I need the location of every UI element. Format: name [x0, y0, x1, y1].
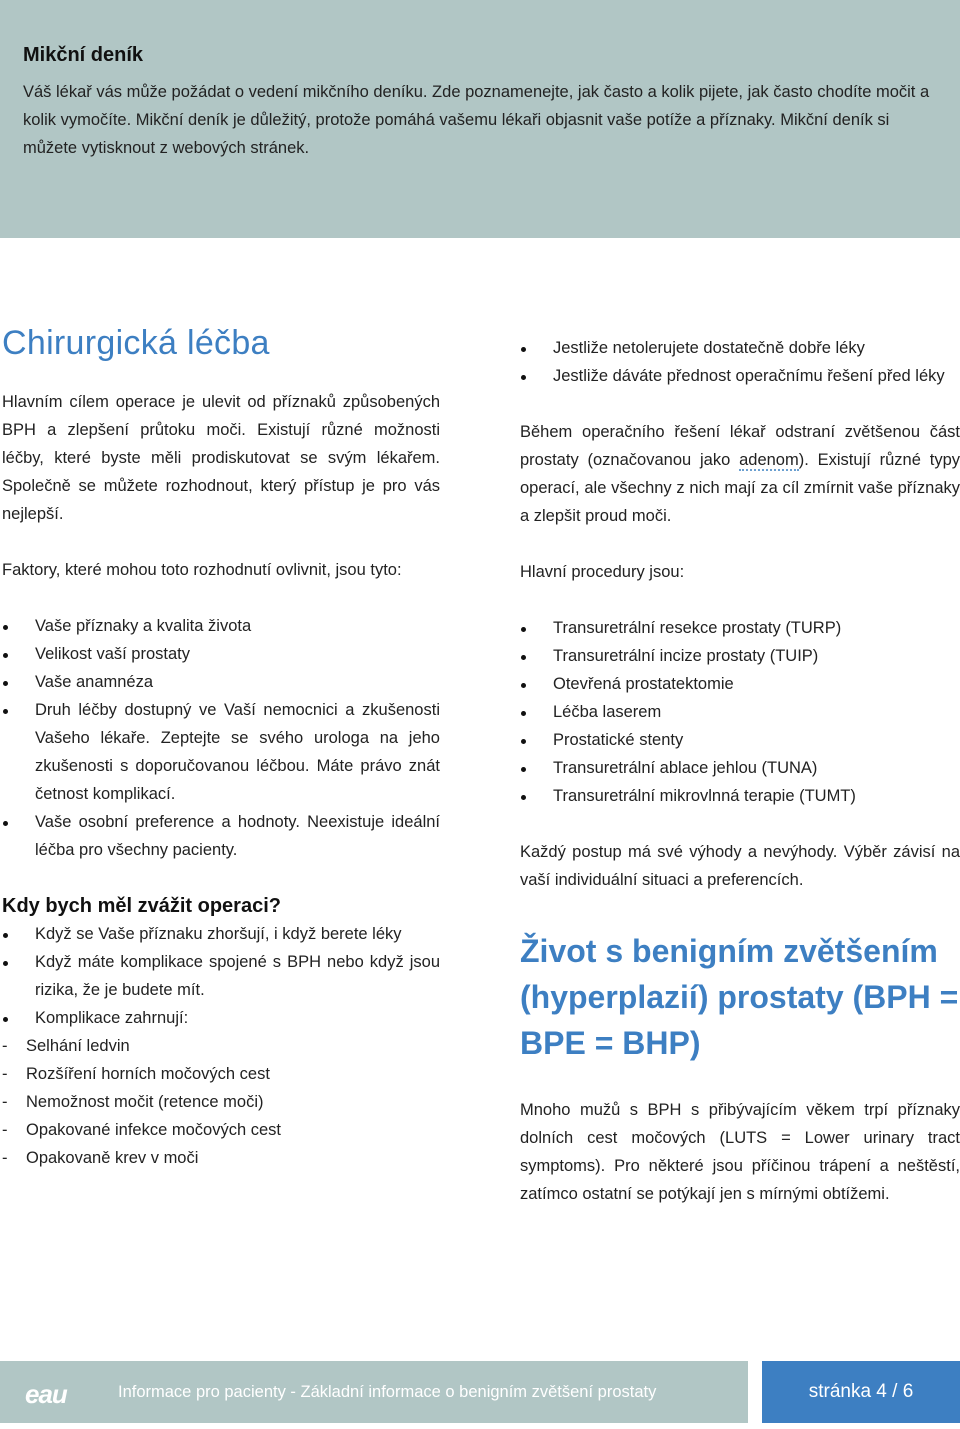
list-item: - Selhání ledvin — [2, 1032, 440, 1060]
list-item: Druh léčby dostupný ve Vaší nemocnici a zkušenosti Vašeho lékaře. Zeptejte se svého urologa na jeho zkušenosti s doporučovanou léčbou. Máte právo znát četnost komplikací. — [2, 696, 440, 808]
list-item: Komplikace zahrnují: — [2, 1004, 440, 1032]
list-item: Velikost vaší prostaty — [2, 640, 440, 668]
list-item: Vaše anamnéza — [2, 668, 440, 696]
when-surgery-heading: Kdy bych měl zvážit operaci? — [2, 895, 281, 917]
right-column — [520, 334, 960, 1208]
list-item: - Opakované infekce močových cest — [2, 1116, 440, 1144]
tradeoffs-text: Každý postup má své výhody a nevýhody. Výběr závisí na vaší individuální situaci a preferencích. — [520, 843, 960, 889]
left-column — [2, 320, 440, 1172]
when-list — [2, 920, 440, 1032]
footer-bar — [0, 1361, 748, 1423]
info-box-title: Mikční deník — [23, 44, 144, 66]
living-text: Mnoho mužů s BPH s přibývajícím věkem trpí příznaky dolních cest močových (LUTS = Lower urinary tract symptoms). Pro některé jsou příčinou trápení a neštěstí, zatímco ostatní se potýkají jen s mírnými obtížemi. — [520, 1101, 960, 1203]
eau-logo: eau — [25, 1379, 67, 1409]
adenom-link[interactable]: adenom — [739, 451, 799, 469]
list-item: - Opakovaně krev v moči — [2, 1144, 440, 1172]
page-number: stránka 4 / 6 — [762, 1361, 960, 1423]
list-item: Otevřená prostatektomie — [520, 670, 960, 698]
conditions-list — [520, 334, 960, 390]
list-item: Prostatické stenty — [520, 726, 960, 754]
list-item: Jestliže netolerujete dostatečně dobře léky — [520, 334, 960, 362]
factors-list — [2, 612, 440, 864]
list-item: Transuretrální resekce prostaty (TURP) — [520, 614, 960, 642]
list-item: Transuretrální mikrovlnná terapie (TUMT) — [520, 782, 960, 810]
list-item: - Nemožnost močit (retence moči) — [2, 1088, 440, 1116]
surgery-intro: Hlavním cílem operace je ulevit od příznaků způsobených BPH a zlepšení průtoku moči. Existují různé možnosti léčby, které byste měli prodiskutovat se svým lékařem. Společně se můžete rozhodnout, který přístup je pro vás nejlepší. — [2, 393, 440, 523]
footer — [0, 1361, 960, 1423]
section-heading-living: Život s benigním zvětšením (hyperplazií) prostaty (BPH = BPE = BHP) — [520, 933, 959, 1061]
list-item: Léčba laserem — [520, 698, 960, 726]
list-item: - Rozšíření horních močových cest — [2, 1060, 440, 1088]
list-item: Jestliže dáváte přednost operačnímu řešení před léky — [520, 362, 960, 390]
during-surgery-text — [520, 418, 960, 530]
info-box-voiding-diary — [0, 0, 960, 238]
list-item: Když máte komplikace spojené s BPH nebo když jsou rizika, že je budete mít. — [2, 948, 440, 1004]
text-span: ). Existují různé typy operací, ale všechny z nich mají za cíl zmírnit vaše příznaky a zlepšit proud moči. — [520, 451, 960, 525]
list-item: Transuretrální incize prostaty (TUIP) — [520, 642, 960, 670]
list-item: Vaše příznaky a kvalita života — [2, 612, 440, 640]
list-item: Vaše osobní preference a hodnoty. Neexistuje ideální léčba pro všechny pacienty. — [2, 808, 440, 864]
section-heading-surgery: Chirurgická léčba — [2, 324, 270, 362]
procedures-intro: Hlavní procedury jsou: — [520, 563, 685, 581]
factors-intro: Faktory, které mohou toto rozhodnutí ovlivnit, jsou tyto: — [2, 561, 402, 579]
text-span: Během operačního řešení lékař odstraní zvětšenou část prostaty (označovanou jako — [520, 423, 960, 469]
info-box-text: Váš lékař vás může požádat o vedení mikčního deníku. Zde poznamenejte, jak často a kolik pijete, jak často chodíte močit a kolik vymočíte. Mikční deník je důležitý, protože pomáhá vašemu lékaři objasnit vaše potíže a příznaky. Mikční deník si můžete vytisknout z webových stránek. — [23, 83, 930, 157]
list-item: Když se Vaše příznaku zhoršují, i když berete léky — [2, 920, 440, 948]
procedures-list — [520, 614, 960, 810]
footer-text: Informace pro pacienty - Základní informace o benigním zvětšení prostaty — [118, 1383, 657, 1401]
complications-list — [2, 1032, 440, 1172]
list-item: Transuretrální ablace jehlou (TUNA) — [520, 754, 960, 782]
